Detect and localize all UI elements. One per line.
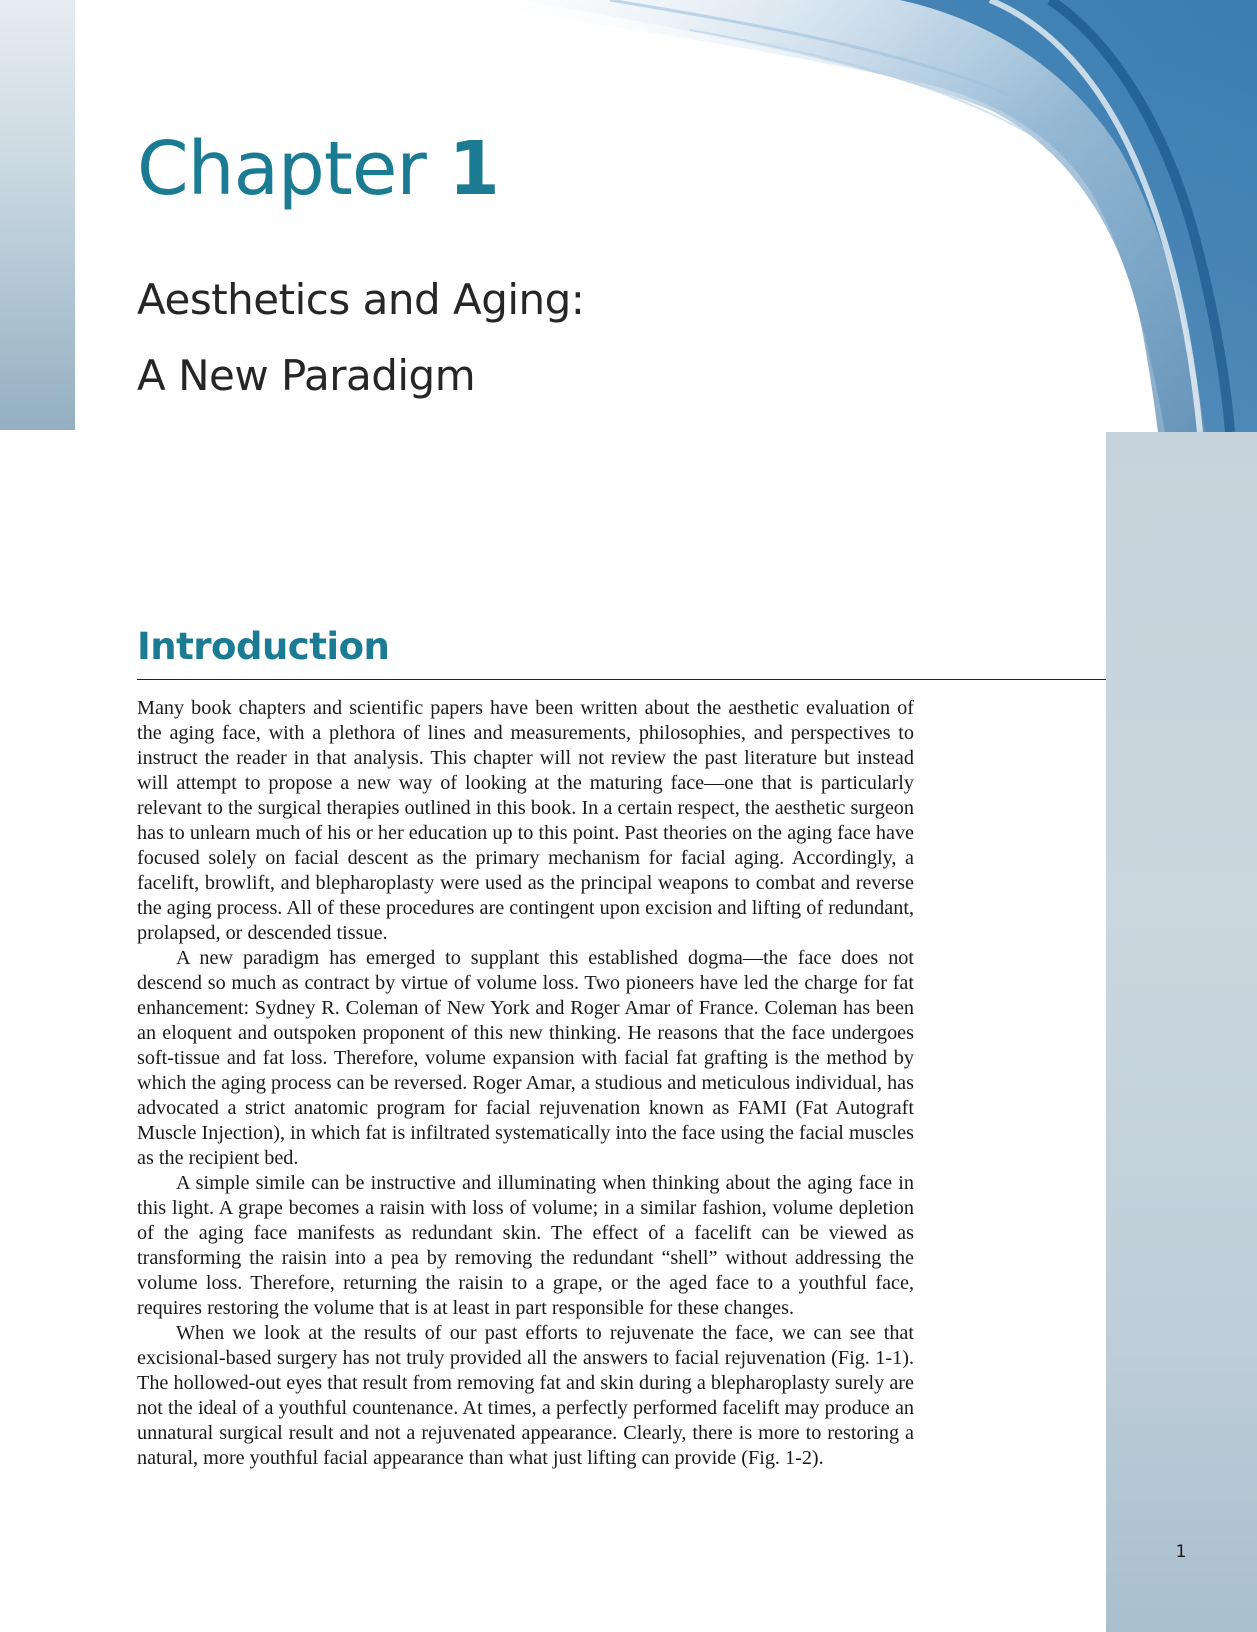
section-divider bbox=[137, 679, 1106, 680]
body-text bbox=[137, 696, 914, 1471]
paragraph-3: A simple simile can be instructive and illuminating when thinking about the aging face in this light. A grape becomes a raisin with loss of volume; in a similar fashion, volume depletion of the aging face manifests as redundant skin. The effect of a facelift can be viewed as transforming the raisin into a pea by removing the redundant “shell” without addressing the volume loss. Therefore, returning the raisin to a grape, or the aged face to a youthful face, requires restoring the volume that is at least in part responsible for these changes. bbox=[137, 1172, 914, 1319]
chapter-title-line-2: A New Paradigm bbox=[137, 351, 476, 400]
chapter-label bbox=[137, 126, 499, 212]
paragraph-1: Many book chapters and scientific papers have been written about the aesthetic evaluation of the aging face, with a plethora of lines and measurements, philosophies, and perspectives to instruct the reader in that analysis. This chapter will not review the past literature but instead will attempt to propose a new way of looking at the maturing face—one that is particularly relevant to the surgical therapies outlined in this book. In a certain respect, the aesthetic surgeon has to unlearn much of his or her education up to this point. Past theories on the aging face have focused solely on facial descent as the primary mechanism for facial aging. Accordingly, a facelift, browlift, and blepharoplasty were used as the principal weapons to combat and reverse the aging process. All of these procedures are contingent upon excision and lifting of redundant, prolapsed, or descended tissue. bbox=[137, 697, 914, 944]
paragraph-2: A new paradigm has emerged to supplant this established dogma—the face does not descend so much as contract by virtue of volume loss. Two pioneers have led the charge for fat enhancement: Sydney R. Coleman of New York and Roger Amar of France. Coleman has been an eloquent and outspoken proponent of this new thinking. He reasons that the face undergoes soft-tissue and fat loss. Therefore, volume expansion with facial fat grafting is the method by which the aging process can be reversed. Roger Amar, a studious and meticulous individual, has advocated a strict anatomic program for facial rejuvenation known as FAMI (Fat Autograft Muscle Injection), in which fat is infiltrated systematically into the face using the facial muscles as the recipient bed. bbox=[137, 947, 914, 1169]
chapter-title bbox=[137, 262, 584, 414]
page-number: 1 bbox=[1175, 1542, 1187, 1562]
right-decorative-band bbox=[1106, 432, 1257, 1632]
section-heading: Introduction bbox=[137, 625, 390, 668]
chapter-title-line-1: Aesthetics and Aging: bbox=[137, 275, 585, 324]
chapter-number: 1 bbox=[448, 126, 499, 212]
paragraph-4: When we look at the results of our past efforts to rejuvenate the face, we can see that excisional-based surgery has not truly provided all the answers to facial rejuvenation (Fig. 1-1). The hollowed-out eyes that result from removing fat and skin during a blepharoplasty surely are not the ideal of a youthful countenance. At times, a perfectly performed facelift may produce an unnatural surgical result and not a rejuvenated appearance. Clearly, there is more to restoring a natural, more youthful facial appearance than what just lifting can provide (Fig. 1-2). bbox=[137, 1322, 914, 1469]
chapter-word: Chapter bbox=[137, 126, 426, 212]
left-decorative-band bbox=[0, 0, 75, 430]
